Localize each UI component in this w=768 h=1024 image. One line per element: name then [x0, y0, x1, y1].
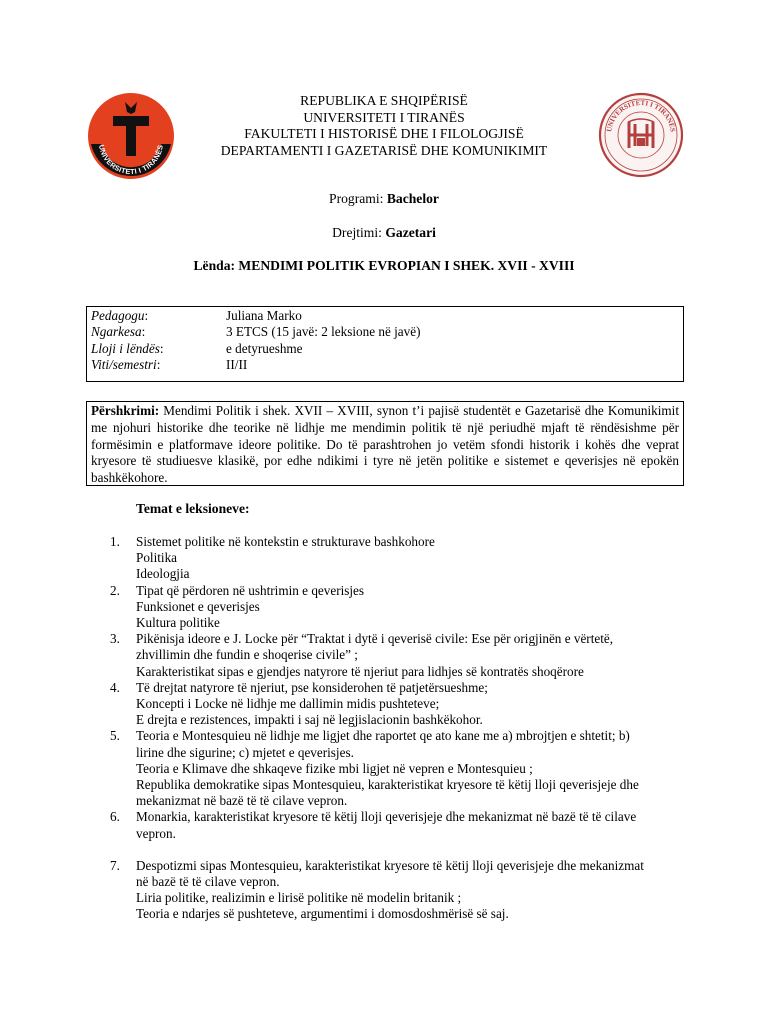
list-item-line: Kultura politike — [136, 615, 220, 631]
list-item — [103, 809, 673, 841]
list-item-number: 1. — [110, 534, 120, 549]
list-item-line: Karakteristikat sipas e gjendjes natyrore të njeriut para lidhjes së kontratës shoqërore — [136, 663, 584, 679]
list-item-line: në bazë të të cilave vepron. — [136, 874, 280, 890]
info-label: Lloji i lëndës — [91, 340, 160, 356]
list-item-line: Të drejtat natyrore të njeriut, pse konsiderohen të patjetërsueshme; — [136, 679, 488, 695]
list-item-line: Sistemet politike në kontekstin e strukturave bashkohore — [136, 534, 435, 549]
list-item-line: mekanizmat në bazë të të cilave vepron. — [136, 793, 348, 809]
header-university: UNIVERSITETI I TIRANËS — [303, 109, 465, 125]
list-item — [103, 534, 673, 583]
course-value: MENDIMI POLITIK EVROPIAN I SHEK. XVII - XVIII — [238, 258, 575, 273]
list-item-line: vepron. — [136, 825, 176, 841]
list-item-line: lirine dhe sigurine; c) mjetet e qeverisjes. — [136, 744, 354, 760]
list-item-line: Teoria e ndarjes së pushteteve, argumentimi i domosdoshmërisë së saj. — [136, 906, 509, 922]
spacer — [103, 842, 673, 858]
course-description-box — [86, 401, 684, 486]
description-label: Përshkrimi: — [91, 403, 160, 418]
info-label: Viti/semestri — [91, 357, 157, 373]
program-line — [0, 191, 768, 207]
topics-title: Temat e leksioneve: — [136, 501, 250, 516]
list-item — [103, 728, 673, 809]
university-logo-left — [87, 92, 175, 180]
list-item — [103, 680, 673, 729]
course-label: Lënda: — [193, 258, 239, 273]
info-value: Juliana Marko — [226, 308, 302, 323]
list-item-line: zhvillimin dhe fundin e shoqerise civile” ; — [136, 647, 358, 663]
list-item-line: Politika — [136, 550, 178, 566]
direction-line — [0, 225, 768, 241]
list-item-line: Republika demokratike sipas Montesquieu, karakteristikat kryesore të këtij lloji qeverisjeje dhe — [136, 777, 639, 793]
topics-list — [103, 534, 673, 923]
list-item-number: 4. — [110, 679, 120, 695]
svg-text:UNIVERSITETI I TIRANËS: UNIVERSITETI I TIRANËS — [605, 98, 677, 133]
list-item — [103, 583, 673, 632]
info-row-type — [91, 341, 683, 357]
list-item-line: Teoria e Klimave dhe shkaqeve fizike mbi ligjet në vepren e Montesquieu ; — [136, 760, 533, 776]
course-title — [0, 258, 768, 274]
list-item-line: Tipat që përdoren në ushtrimin e qeverisjes — [136, 582, 365, 598]
list-item-line: Monarkia, karakteristikat kryesore të këtij lloji qeverisjeje dhe mekanizmat në bazë të të cilave — [136, 809, 637, 825]
list-item-line: Funksionet e qeverisjes — [136, 598, 260, 614]
list-item-number: 5. — [110, 728, 120, 744]
description-text: Mendimi Politik i shek. XVII – XVIII, synon t’i pajisë studentët e Gazetarisë dhe Komunikimit me njohuri historike dhe teorike në lidhje me mendimin politik të një periudhë mjaft të rëndësishme për formësimin e platformave ideore politike. Do të parashtrohen jo vetëm sfondi historik i kohës dhe veprat kryesore të studiuesve klasikë, por edhe ndikimi i tyre në jetën politike e sistemet e qeverisjes në epokën bashkëkohore. — [91, 403, 679, 486]
info-value: e detyrueshme — [226, 340, 303, 356]
header-department: DEPARTAMENTI I GAZETARISË DHE KOMUNIKIMIT — [220, 142, 548, 158]
university-logo-left-icon — [87, 92, 175, 180]
list-item — [103, 858, 673, 923]
info-separator: : — [141, 324, 146, 340]
list-item-number: 2. — [110, 582, 120, 598]
list-item-line: Despotizmi sipas Montesquieu, karakteristikat kryesore të këtij lloji qeverisjeje dhe mekanizmat — [136, 857, 644, 873]
list-item-line: Teoria e Montesquieu në lidhje me ligjet dhe raportet qe ato kane me a) mbrojtjen e shtetit; b) — [136, 728, 630, 744]
document-header — [180, 93, 588, 159]
list-item-line: E drejta e rezistences, impakti i saj në legjislacionin bashkëkohor. — [136, 712, 483, 728]
info-value: 3 ETCS (15 javë: 2 leksione në javë) — [226, 324, 421, 340]
info-row-lecturer — [91, 308, 683, 324]
list-item-number: 6. — [110, 809, 120, 825]
info-row-load — [91, 324, 683, 340]
program-value: Bachelor — [386, 191, 439, 206]
svg-text:UNIVERSITETI I TIRANËS: UNIVERSITETI I TIRANËS — [97, 143, 165, 177]
info-value: II/II — [226, 357, 248, 373]
direction-label: Drejtimi: — [332, 225, 386, 240]
list-item-line: Pikënisja ideore e J. Locke për “Traktat i dytë i qeverisë civile: Ese për origjinën e vërtetë, — [136, 631, 614, 647]
program-label: Programi: — [329, 191, 387, 206]
list-item-number: 3. — [110, 631, 120, 647]
info-label: Ngarkesa — [91, 324, 142, 340]
list-item-line: Ideologjia — [136, 566, 190, 582]
course-info-box — [86, 306, 684, 382]
list-item-line: Koncepti i Locke në lidhje me dallimin midis pushteteve; — [136, 696, 440, 712]
header-republic: REPUBLIKA E SHQIPËRISË — [300, 93, 468, 108]
university-seal-icon — [598, 92, 684, 178]
university-seal-right — [598, 92, 684, 178]
direction-value: Gazetari — [385, 225, 436, 240]
info-row-year-semester — [91, 357, 683, 373]
list-item — [103, 631, 673, 680]
list-item-line: Liria politike, realizimin e lirisë politike në modelin britanik ; — [136, 890, 462, 906]
info-separator: : — [156, 357, 161, 373]
info-separator: : — [144, 308, 149, 323]
info-separator: : — [159, 340, 164, 356]
header-faculty: FAKULTETI I HISTORISË DHE I FILOLOGJISË — [244, 126, 524, 142]
info-label: Pedagogu — [91, 308, 145, 323]
list-item-number: 7. — [110, 857, 120, 873]
